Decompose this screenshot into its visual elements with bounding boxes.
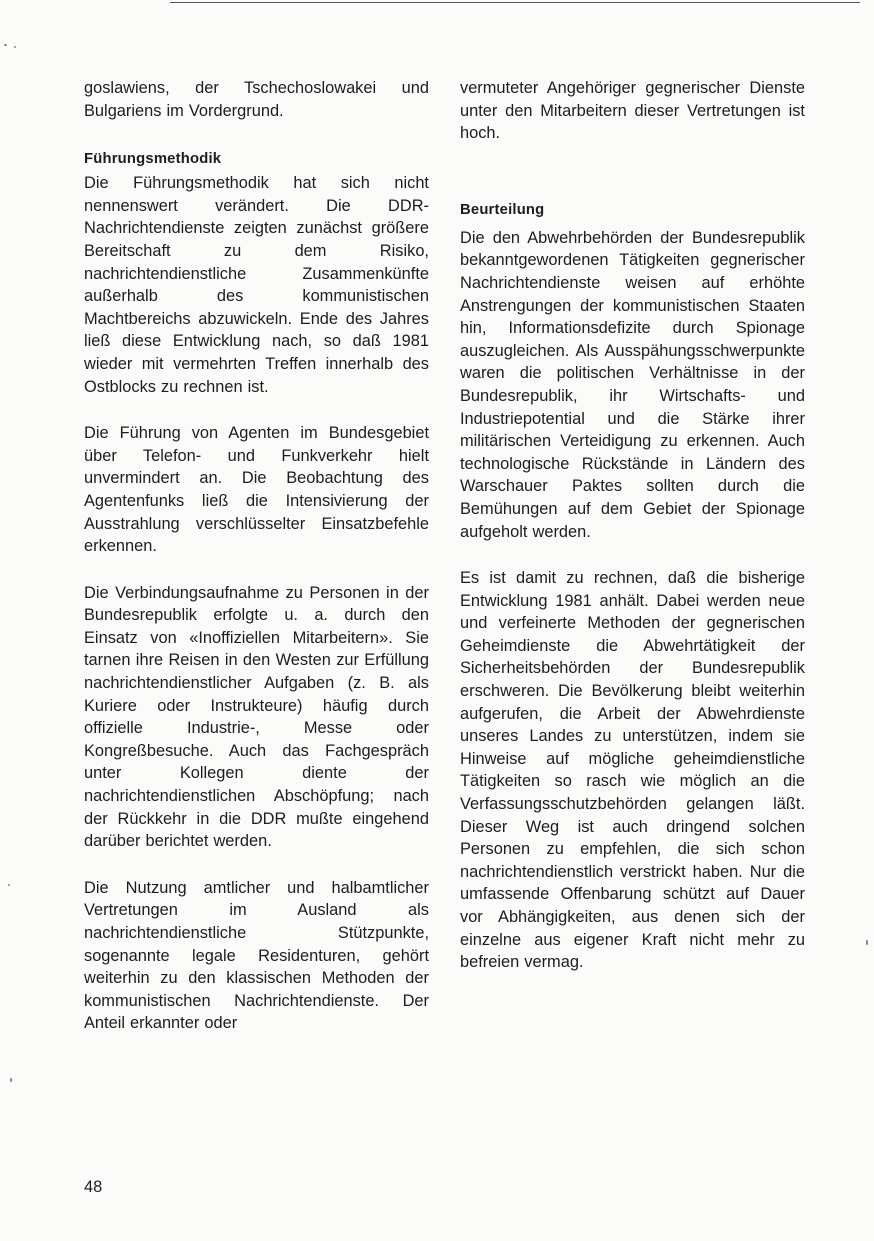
paragraph-verbindung: Die Verbindungsaufnahme zu Personen in der Bundesrepublik erfolgte u. a. durch den Einsatz von «Inoffiziellen Mitarbeitern». Sie tarnen ihre Reisen in den Westen zur Erfüllung nachrichtendienstlicher Aufgaben (z. B. als Kuriere oder Instrukteure) häufig durch offizielle Industrie-, Messe oder Kongreßbesuche. Auch das Fachgespräch unter Kollegen diente der nachrichtendienstlichen Abschöpfung; nach der Rückkehr in die DDR mußte eingehend darüber berichtet werden. <box>84 583 429 851</box>
scan-speck <box>8 884 10 886</box>
paragraph-methodik: Die Führungsmethodik hat sich nicht nennenswert verändert. Die DDR-Nachrichtendienste zeigten zunächst größere Bereitschaft zu dem Risiko, nachrichtendienstliche Zusammenkünfte außerhalb des kommunistischen Machtbereichs abzuwickeln. Ende des Jahres ließ diese Entwicklung nach, so daß 1981 wieder mit vermehrten Treffen innerhalb des Ostblocks zu rechnen ist. <box>84 174 429 396</box>
right-column <box>460 77 805 974</box>
paragraph-rechnen: Es ist damit zu rechnen, daß die bisherige Entwicklung 1981 anhält. Dabei werden neue und verfeinerte Methoden der gegnerischen Geheimdienste die Abwehrtätigkeit der Sicherheitsbehörden der Bundesrepublik erschweren. Die Bevölkerung bleibt weiterhin aufgerufen, die Arbeit der Abwehrdienste unseres Landes zu unterstützen, indem sie Hinweise auf mögliche geheimdienstliche Tätigkeiten so rasch wie möglich an die Verfassungsschutzbehörden gelangen läßt. Dieser Weg ist auch dringend solchen Personen zu empfehlen, die sich schon nachrichtendienstlich verstrickt haben. Nur die umfassende Offenbarung schützt auf Dauer vor Abhängigkeiten, aus denen sich der einzelne aus eigener Kraft nicht mehr zu befreien vermag. <box>460 569 805 972</box>
scan-speck <box>866 940 868 945</box>
heading-fuehrungsmethodik: Führungsmethodik <box>84 151 222 168</box>
top-rule <box>170 2 860 3</box>
page-number: 48 <box>84 1178 103 1196</box>
heading-beurteilung: Beurteilung <box>460 201 545 218</box>
paragraph-intro: goslawiens, der Tschechoslowakei und Bulgariens im Vordergrund. <box>84 79 429 120</box>
scan-speck <box>4 44 7 46</box>
paragraph-abwehr: Die den Abwehrbehörden der Bundesrepublik bekanntgewordenen Tätigkeiten gegnerischer Nachrichtendienste weisen auf erhöhte Anstrengungen der kommunistischen Staaten hin, Informationsdefizite durch Spionage auszugleichen. Als Ausspähungsschwerpunkte waren die politischen Verhältnisse in der Bundesrepublik, ihr Wirtschafts- und Industriepotential und die Stärke ihrer militärischen Verteidigung zu erkennen. Auch technologische Rückstände in Ländern des Warschauer Paktes sollten durch die Bemühungen auf dem Gebiet der Spionage aufgeholt werden. <box>460 228 805 541</box>
scan-speck <box>10 1078 12 1082</box>
paragraph-vermuteter: vermuteter Angehöriger gegnerischer Dienste unter den Mitarbeitern dieser Vertretungen ist hoch. <box>460 79 805 143</box>
paragraph-agenten: Die Führung von Agenten im Bundesgebiet über Telefon- und Funkverkehr hielt unvermindert an. Die Beobachtung des Agentenfunks ließ die Intensivierung der Ausstrahlung verschlüsselter Einsatzbefehle erkennen. <box>84 424 429 556</box>
paragraph-nutzung: Die Nutzung amtlicher und halbamtlicher Vertretungen im Ausland als nachrichtendienstliche Stützpunkte, sogenannte legale Residenturen, gehört weiterhin zu den klassischen Methoden der kommunistischen Nachrichtendienste. Der Anteil erkannter oder <box>84 878 429 1033</box>
left-column <box>84 77 429 1035</box>
scan-speck <box>14 46 16 48</box>
